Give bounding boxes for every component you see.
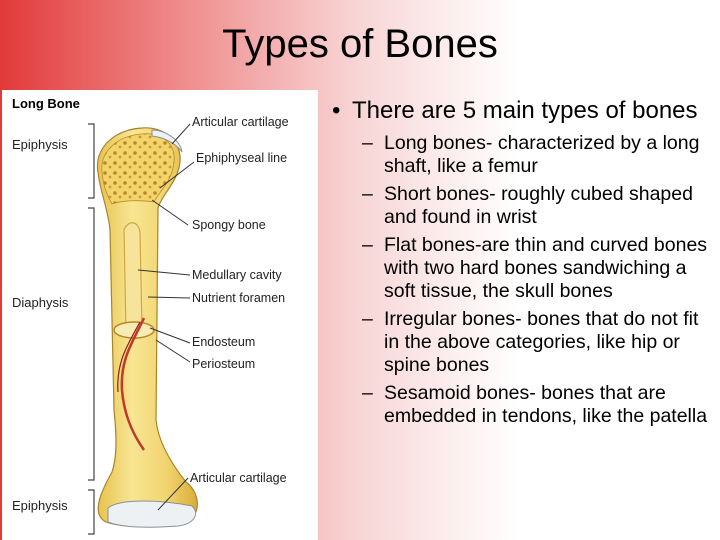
bullet-content [330, 98, 710, 433]
label-diaphysis: Diaphysis [12, 295, 69, 310]
articular-cartilage-bottom-shape [108, 501, 196, 527]
pointer-articular-top [172, 124, 190, 144]
label-periosteum: Periosteum [192, 357, 256, 371]
sub-bullet-short-bones: – Short bones- roughly cubed shaped and found in wrist [330, 183, 710, 229]
long-bone-diagram [2, 90, 318, 540]
label-spongy-bone: Spongy bone [192, 218, 266, 232]
sub-bullet-list [330, 132, 710, 428]
main-bullet: • There are 5 main types of bones [330, 98, 710, 124]
slide-title: Types of Bones [222, 22, 498, 66]
sub-bullet-irregular-bones: – Irregular bones- bones that do not fit in the above categories, like hip or spine bones [330, 308, 710, 377]
pointer-periosteum [156, 340, 190, 362]
epiphysis-top-bracket [88, 124, 94, 198]
label-epiphysis-top: Epiphysis [12, 137, 68, 152]
label-nutrient-foramen: Nutrient foramen [192, 291, 286, 305]
label-epiphysis-bottom: Epiphysis [12, 498, 68, 513]
epiphysis-bottom-bracket [88, 490, 94, 534]
label-articular-cartilage-bottom: Articular cartilage [190, 471, 287, 485]
label-endosteum: Endosteum [192, 335, 256, 349]
diaphysis-bracket [88, 208, 94, 480]
diagram-heading: Long Bone [12, 96, 80, 111]
medullary-cavity-shape [124, 223, 142, 339]
label-epiphyseal-line: Ephiphyseal line [196, 151, 288, 165]
label-medullary-cavity: Medullary cavity [192, 268, 282, 282]
sub-bullet-long-bones: – Long bones- characterized by a long shaft, like a femur [330, 132, 710, 178]
sub-bullet-flat-bones: – Flat bones-are thin and curved bones with two hard bones sandwiching a soft tissue, the skull bones [330, 234, 710, 303]
sub-bullet-sesamoid-bones: – Sesamoid bones- bones that are embedded in tendons, like the patella [330, 382, 710, 428]
label-articular-cartilage-top: Articular cartilage [192, 115, 289, 129]
